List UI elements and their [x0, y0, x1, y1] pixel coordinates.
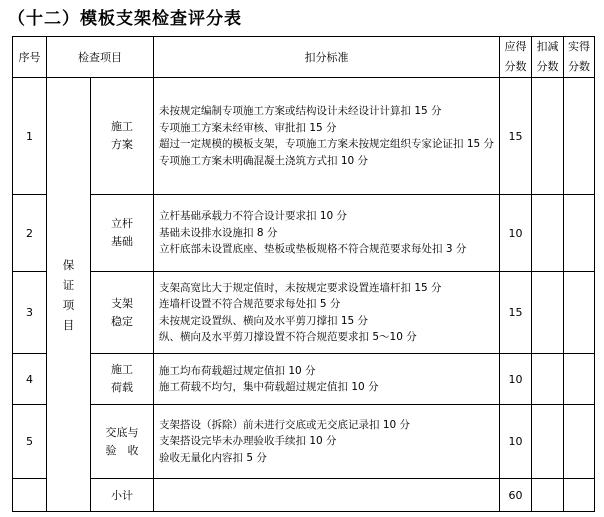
row-seq: 1: [13, 78, 47, 195]
criteria-line: 支架搭设完毕未办理验收手续扣 10 分: [159, 435, 337, 448]
criteria-line: 专项施工方案未明确混凝土浇筑方式扣 10 分: [159, 154, 369, 167]
row-deduct-score: [532, 354, 564, 405]
criteria-line: 未按规定设置纵、横向及水平剪刀撑扣 15 分: [159, 314, 369, 327]
header-seq: 序号: [13, 37, 47, 78]
group-label-cell: [47, 78, 91, 512]
row-deduct-score: [532, 272, 564, 354]
criteria-line: 立杆基础承载力不符合设计要求扣 10 分: [159, 210, 348, 223]
row-item-name: 立杆基础: [91, 195, 154, 272]
row-item-name: 支架稳定: [91, 272, 154, 354]
row-item-name: 交底与验 收: [91, 405, 154, 479]
row-criteria: [154, 78, 500, 195]
row-criteria: [154, 195, 500, 272]
row-actual-score: [564, 195, 595, 272]
inspection-score-table: [12, 36, 595, 512]
row-seq: 3: [13, 272, 47, 354]
header-row: [13, 37, 595, 78]
criteria-line: 基础未设排水设施扣 8 分: [159, 226, 278, 239]
table-row: [13, 405, 595, 479]
row-seq: 4: [13, 354, 47, 405]
row-deduct-score: [532, 405, 564, 479]
subtotal-row: [13, 479, 595, 512]
table-row: [13, 354, 595, 405]
criteria-line: 立杆底部未设置底座、垫板或垫板规格不符合规范要求每处扣 3 分: [159, 243, 467, 256]
criteria-line: 施工荷载不均匀，集中荷载超过规定值扣 10 分: [159, 381, 379, 393]
row-deduct-score: [532, 78, 564, 195]
row-criteria: [154, 354, 500, 405]
row-actual-score: [564, 272, 595, 354]
row-should-score: 15: [500, 78, 532, 195]
header-criteria: 扣分标准: [154, 37, 500, 78]
criteria-line: 验收无量化内容扣 5 分: [159, 451, 267, 464]
row-should-score: 10: [500, 195, 532, 272]
criteria-line: 专项施工方案未经审核、审批扣 15 分: [159, 121, 337, 134]
table-row: [13, 195, 595, 272]
row-should-score: 10: [500, 405, 532, 479]
row-criteria: [154, 405, 500, 479]
criteria-line: 支架高宽比大于规定值时，未按规定要求设置连墙杆扣 15 分: [159, 281, 442, 294]
subtotal-actual-score: [564, 479, 595, 512]
header-actual-score: 实得分数: [564, 37, 595, 78]
row-item-name: 施工方案: [91, 78, 154, 195]
table-row: [13, 78, 595, 195]
group-label: 保证项目: [62, 257, 75, 332]
criteria-line: 未按规定编制专项施工方案或结构设计未经设计计算扣 15 分: [159, 105, 442, 117]
row-criteria: [154, 272, 500, 354]
table-row: [13, 272, 595, 354]
header-deduct-score: 扣减分数: [532, 37, 564, 78]
row-item-name: 施工荷载: [91, 354, 154, 405]
row-should-score: 15: [500, 272, 532, 354]
header-should-score: 应得分数: [500, 37, 532, 78]
criteria-line: 纵、横向及水平剪刀撑设置不符合规范要求扣 5～10 分: [159, 331, 417, 343]
criteria-line: 超过一定规模的模板支架，专项施工方案未按规定组织专家论证扣 15 分: [159, 138, 495, 150]
subtotal-should-score: 60: [500, 479, 532, 512]
row-actual-score: [564, 354, 595, 405]
header-check-item: 检查项目: [47, 37, 154, 78]
row-seq: 2: [13, 195, 47, 272]
criteria-line: 支架搭设（拆除）前未进行交底或无交底记录扣 10 分: [159, 418, 411, 431]
subtotal-criteria: [154, 479, 500, 512]
row-deduct-score: [532, 195, 564, 272]
subtotal-label: 小计: [91, 479, 154, 512]
criteria-line: 连墙杆设置不符合规范要求每处扣 5 分: [159, 298, 341, 310]
row-actual-score: [564, 78, 595, 195]
page-title: （十二）模板支架检查评分表: [8, 9, 242, 29]
subtotal-deduct-score: [532, 479, 564, 512]
row-should-score: 10: [500, 354, 532, 405]
row-actual-score: [564, 405, 595, 479]
row-seq: 5: [13, 405, 47, 479]
criteria-line: 施工均布荷载超过规定值扣 10 分: [159, 364, 316, 377]
subtotal-seq: [13, 479, 47, 512]
